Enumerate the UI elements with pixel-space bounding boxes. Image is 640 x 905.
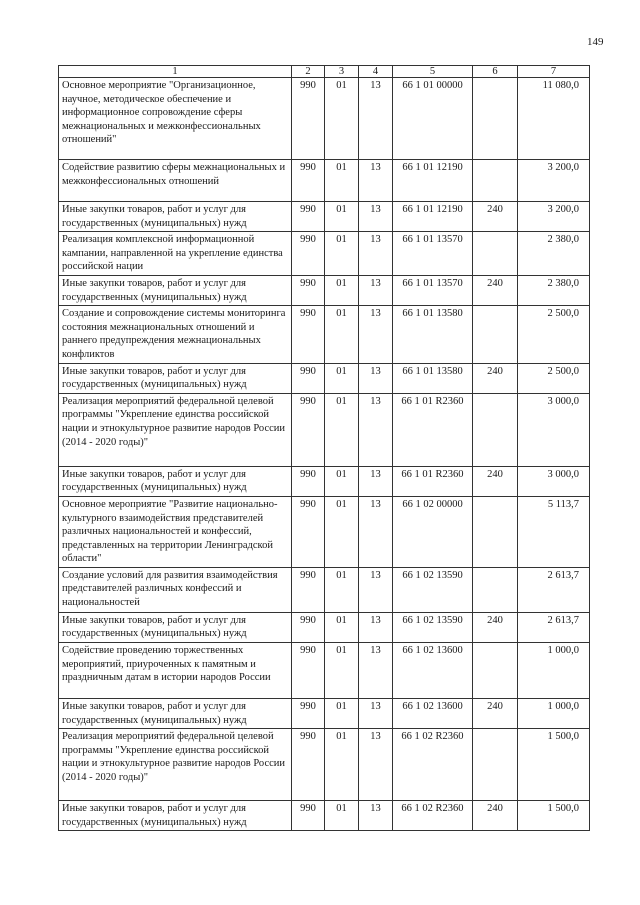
column-header: 1: [59, 66, 292, 78]
target-article-cell: 66 1 02 13600: [393, 643, 473, 699]
amount-cell: 2 500,0: [518, 306, 590, 363]
subsection-code-cell: 13: [359, 306, 393, 363]
expense-type-cell: 240: [473, 612, 518, 642]
grbs-code-cell: 990: [292, 729, 325, 801]
subsection-code-cell: 13: [359, 643, 393, 699]
section-code-cell: 01: [325, 643, 359, 699]
row-name-cell: Иные закупки товаров, работ и услуг для государственных (муниципальных) нужд: [59, 363, 292, 393]
column-header: 2: [292, 66, 325, 78]
amount-cell: 3 000,0: [518, 466, 590, 496]
amount-cell: 2 613,7: [518, 612, 590, 642]
section-code-cell: 01: [325, 393, 359, 466]
table-row: [59, 275, 590, 305]
grbs-code-cell: 990: [292, 801, 325, 831]
target-article-cell: 66 1 01 13580: [393, 306, 473, 363]
table-row: [59, 393, 590, 466]
amount-cell: 1 000,0: [518, 699, 590, 729]
section-code-cell: 01: [325, 306, 359, 363]
row-name-cell: Реализация мероприятий федеральной целевой программы "Укрепление единства российской нации и этнокультурное развитие народов России (2014 - 2020 годы)": [59, 393, 292, 466]
subsection-code-cell: 13: [359, 699, 393, 729]
amount-cell: 1 500,0: [518, 729, 590, 801]
row-name-cell: Реализация мероприятий федеральной целевой программы "Укрепление единства российской нации и этнокультурное развитие народов России (2014 - 2020 годы)": [59, 729, 292, 801]
row-name-cell: Содействие проведению торжественных мероприятий, приуроченных к памятным и праздничным датам в истории народов России: [59, 643, 292, 699]
row-name-cell: Создание условий для развития взаимодействия представителей различных конфессий и национальностей: [59, 567, 292, 612]
table-row: [59, 466, 590, 496]
amount-cell: 2 613,7: [518, 567, 590, 612]
section-code-cell: 01: [325, 699, 359, 729]
expense-type-cell: [473, 78, 518, 160]
expense-type-cell: [473, 306, 518, 363]
expense-type-cell: 240: [473, 202, 518, 232]
subsection-code-cell: 13: [359, 729, 393, 801]
row-name-cell: Иные закупки товаров, работ и услуг для государственных (муниципальных) нужд: [59, 466, 292, 496]
grbs-code-cell: 990: [292, 612, 325, 642]
grbs-code-cell: 990: [292, 78, 325, 160]
subsection-code-cell: 13: [359, 393, 393, 466]
amount-cell: 5 113,7: [518, 496, 590, 567]
expense-type-cell: 240: [473, 363, 518, 393]
table-row: [59, 363, 590, 393]
row-name-cell: Иные закупки товаров, работ и услуг для государственных (муниципальных) нужд: [59, 801, 292, 831]
subsection-code-cell: 13: [359, 496, 393, 567]
subsection-code-cell: 13: [359, 801, 393, 831]
amount-cell: 3 200,0: [518, 160, 590, 202]
table-row: [59, 567, 590, 612]
section-code-cell: 01: [325, 729, 359, 801]
section-code-cell: 01: [325, 232, 359, 276]
subsection-code-cell: 13: [359, 275, 393, 305]
row-name-cell: Иные закупки товаров, работ и услуг для государственных (муниципальных) нужд: [59, 275, 292, 305]
section-code-cell: 01: [325, 496, 359, 567]
grbs-code-cell: 990: [292, 699, 325, 729]
table-row: [59, 643, 590, 699]
row-name-cell: Иные закупки товаров, работ и услуг для государственных (муниципальных) нужд: [59, 699, 292, 729]
grbs-code-cell: 990: [292, 496, 325, 567]
section-code-cell: 01: [325, 466, 359, 496]
grbs-code-cell: 990: [292, 466, 325, 496]
expense-type-cell: [473, 643, 518, 699]
target-article-cell: 66 1 02 13600: [393, 699, 473, 729]
grbs-code-cell: 990: [292, 275, 325, 305]
table-row: [59, 729, 590, 801]
amount-cell: 2 380,0: [518, 232, 590, 276]
column-header: 4: [359, 66, 393, 78]
amount-cell: 2 500,0: [518, 363, 590, 393]
grbs-code-cell: 990: [292, 202, 325, 232]
target-article-cell: 66 1 01 12190: [393, 160, 473, 202]
target-article-cell: 66 1 01 13570: [393, 275, 473, 305]
section-code-cell: 01: [325, 275, 359, 305]
row-name-cell: Основное мероприятие "Развитие национально-культурного взаимодействия представителей различных национальностей и конфессий, представленных на территории Ленинградской области": [59, 496, 292, 567]
grbs-code-cell: 990: [292, 643, 325, 699]
target-article-cell: 66 1 01 00000: [393, 78, 473, 160]
amount-cell: 2 380,0: [518, 275, 590, 305]
target-article-cell: 66 1 01 R2360: [393, 466, 473, 496]
expense-type-cell: 240: [473, 801, 518, 831]
table-row: [59, 202, 590, 232]
row-name-cell: Создание и сопровождение системы мониторинга состояния межнациональных отношений и раннего предупреждения межнациональных конфликтов: [59, 306, 292, 363]
target-article-cell: 66 1 01 13570: [393, 232, 473, 276]
amount-cell: 11 080,0: [518, 78, 590, 160]
table-row: [59, 496, 590, 567]
table-row: [59, 232, 590, 276]
grbs-code-cell: 990: [292, 160, 325, 202]
amount-cell: 1 000,0: [518, 643, 590, 699]
expense-type-cell: 240: [473, 275, 518, 305]
target-article-cell: 66 1 02 13590: [393, 612, 473, 642]
row-name-cell: Иные закупки товаров, работ и услуг для государственных (муниципальных) нужд: [59, 202, 292, 232]
column-header: 5: [393, 66, 473, 78]
column-header: 3: [325, 66, 359, 78]
subsection-code-cell: 13: [359, 202, 393, 232]
expense-type-cell: 240: [473, 466, 518, 496]
grbs-code-cell: 990: [292, 232, 325, 276]
target-article-cell: 66 1 02 00000: [393, 496, 473, 567]
expense-type-cell: [473, 567, 518, 612]
section-code-cell: 01: [325, 801, 359, 831]
grbs-code-cell: 990: [292, 306, 325, 363]
amount-cell: 3 000,0: [518, 393, 590, 466]
target-article-cell: 66 1 02 R2360: [393, 729, 473, 801]
subsection-code-cell: 13: [359, 78, 393, 160]
table-row: [59, 801, 590, 831]
subsection-code-cell: 13: [359, 160, 393, 202]
row-name-cell: Содействие развитию сферы межнациональных и межконфессиональных отношений: [59, 160, 292, 202]
target-article-cell: 66 1 01 R2360: [393, 393, 473, 466]
subsection-code-cell: 13: [359, 612, 393, 642]
grbs-code-cell: 990: [292, 363, 325, 393]
amount-cell: 1 500,0: [518, 801, 590, 831]
expense-type-cell: [473, 232, 518, 276]
grbs-code-cell: 990: [292, 393, 325, 466]
subsection-code-cell: 13: [359, 567, 393, 612]
expense-type-cell: 240: [473, 699, 518, 729]
table-row: [59, 699, 590, 729]
target-article-cell: 66 1 02 13590: [393, 567, 473, 612]
expense-type-cell: [473, 729, 518, 801]
column-header: 7: [518, 66, 590, 78]
row-name-cell: Основное мероприятие "Организационное, научное, методическое обеспечение и информационное сопровождение сферы межнациональных и межконфессиональных отношений": [59, 78, 292, 160]
grbs-code-cell: 990: [292, 567, 325, 612]
section-code-cell: 01: [325, 567, 359, 612]
page-number: 149: [587, 36, 604, 48]
section-code-cell: 01: [325, 78, 359, 160]
target-article-cell: 66 1 01 13580: [393, 363, 473, 393]
subsection-code-cell: 13: [359, 232, 393, 276]
section-code-cell: 01: [325, 612, 359, 642]
subsection-code-cell: 13: [359, 363, 393, 393]
subsection-code-cell: 13: [359, 466, 393, 496]
row-name-cell: Иные закупки товаров, работ и услуг для государственных (муниципальных) нужд: [59, 612, 292, 642]
expense-type-cell: [473, 160, 518, 202]
table-row: [59, 78, 590, 160]
row-name-cell: Реализация комплексной информационной кампании, направленной на укрепление единства российской нации: [59, 232, 292, 276]
budget-table: [58, 65, 590, 831]
expense-type-cell: [473, 496, 518, 567]
table-row: [59, 612, 590, 642]
table-row: [59, 160, 590, 202]
target-article-cell: 66 1 01 12190: [393, 202, 473, 232]
expense-type-cell: [473, 393, 518, 466]
section-code-cell: 01: [325, 202, 359, 232]
table-row: [59, 306, 590, 363]
section-code-cell: 01: [325, 363, 359, 393]
column-header: 6: [473, 66, 518, 78]
target-article-cell: 66 1 02 R2360: [393, 801, 473, 831]
amount-cell: 3 200,0: [518, 202, 590, 232]
section-code-cell: 01: [325, 160, 359, 202]
table-header-row: [59, 66, 590, 78]
